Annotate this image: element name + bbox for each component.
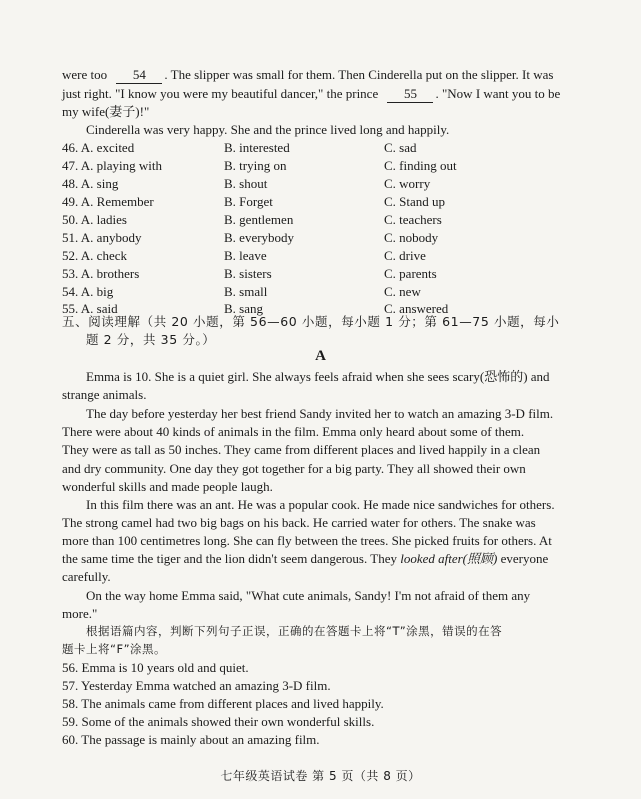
question-53-option-c: C. parents: [384, 266, 437, 281]
statement-56: 56. Emma is 10 years old and quiet.: [62, 660, 249, 675]
question-46-option-c: C. sad: [384, 140, 417, 155]
story-line-1: [62, 66, 553, 84]
passage-line: wonderful skills and made people laugh.: [62, 479, 273, 494]
passage-text: everyone: [500, 551, 549, 566]
question-54-option-c: C. new: [384, 284, 421, 299]
question-54-option-a: 54. A. big: [62, 284, 114, 299]
question-52-option-b: B. leave: [224, 248, 267, 263]
question-55-option-c: C. answered: [384, 301, 449, 316]
question-53-option-a: 53. A. brothers: [62, 266, 140, 281]
story-text: . "Now I want you to be: [435, 86, 561, 101]
question-49-option-c: C. Stand up: [384, 194, 446, 209]
passage-line: Emma is 10. She is a quiet girl. She always feels afraid when she sees scary(恐怖的) and: [86, 369, 550, 384]
question-47-option-c: C. finding out: [384, 158, 457, 173]
passage-line: The strong camel had two big bags on his back. He carried water for others. The snake was: [62, 515, 536, 530]
passage-line: They were as tall as 50 inches. They came from different places and lived happily in a clean: [62, 442, 541, 457]
question-53-option-b: B. sisters: [224, 266, 272, 281]
passage-line: [62, 550, 548, 567]
passage-text: the same time the tiger and the lion didn't seem dangerous. They: [62, 551, 397, 566]
story-text: were too: [62, 67, 108, 82]
question-46-option-a: 46. A. excited: [62, 140, 135, 155]
story-text: just right. "I know you were my beautiful dancer," the prince: [62, 86, 379, 101]
question-46-option-b: B. interested: [224, 140, 290, 155]
instruction-line-1: 根据语篇内容，判断下列句子正误，正确的在答题卡上将“T”涂黑，错误的在答: [86, 624, 503, 638]
statement-58: 58. The animals came from different places and lived happily.: [62, 696, 384, 711]
question-50-option-b: B. gentlemen: [224, 212, 294, 227]
question-50-option-a: 50. A. ladies: [62, 212, 127, 227]
passage-line: The day before yesterday her best friend Sandy invited her to watch an amazing 3-D film.: [86, 406, 554, 421]
passage-line: In this film there was an ant. He was a popular cook. He made nice sandwiches for others.: [86, 497, 555, 512]
question-47-option-a: 47. A. playing with: [62, 158, 163, 173]
instruction-line-2: 题卡上将“F”涂黑。: [62, 642, 167, 656]
section-title-line-1: 五、阅读理解（共 20 小题，第 56—60 小题，每小题 1 分；第 61—75 小题，每小: [62, 314, 560, 329]
passage-line: and dry community. One day they got together for a big party. They all showed their own: [62, 461, 526, 476]
story-line-4: Cinderella was very happy. She and the prince lived long and happily.: [86, 122, 450, 137]
question-52-option-c: C. drive: [384, 248, 426, 263]
question-49-option-b: B. Forget: [224, 194, 273, 209]
statement-59: 59. Some of the animals showed their own wonderful skills.: [62, 714, 375, 729]
question-51-option-a: 51. A. anybody: [62, 230, 142, 245]
question-48-option-c: C. worry: [384, 176, 431, 191]
statement-57: 57. Yesterday Emma watched an amazing 3-D film.: [62, 678, 331, 693]
question-47-option-b: B. trying on: [224, 158, 287, 173]
blank-54: 54: [116, 66, 162, 84]
story-text: . The slipper was small for them. Then Cinderella put on the slipper. It was: [164, 67, 554, 82]
section-title-line-2: 题 2 分，共 35 分。）: [86, 332, 216, 347]
page-footer: 七年级英语试卷 第 5 页（共 8 页）: [220, 769, 421, 783]
question-54-option-b: B. small: [224, 284, 268, 299]
question-55-option-b: B. sang: [224, 301, 263, 316]
passage-line: On the way home Emma said, "What cute animals, Sandy! I'm not afraid of them any: [86, 588, 531, 603]
question-51-option-b: B. everybody: [224, 230, 295, 245]
question-55-option-a: 55. A. said: [62, 301, 118, 316]
question-51-option-c: C. nobody: [384, 230, 439, 245]
question-49-option-a: 49. A. Remember: [62, 194, 154, 209]
question-52-option-a: 52. A. check: [62, 248, 127, 263]
passage-line: more than 100 centimetres long. She can fly between the trees. She picked fruits for others. At: [62, 533, 552, 548]
statement-60: 60. The passage is mainly about an amazing film.: [62, 732, 320, 747]
question-48-option-b: B. shout: [224, 176, 268, 191]
story-line-2: [62, 85, 560, 103]
passage-line: more.": [62, 606, 98, 621]
blank-55: 55: [387, 85, 433, 103]
passage-line: carefully.: [62, 569, 111, 584]
story-line-3: my wife(妻子)!": [62, 104, 150, 119]
question-48-option-a: 48. A. sing: [62, 176, 119, 191]
passage-italic-phrase: looked after(照顾): [400, 551, 498, 566]
passage-heading: A: [315, 348, 326, 364]
question-50-option-c: C. teachers: [384, 212, 442, 227]
passage-line: There were about 40 kinds of animals in the film. Emma only heard about some of them.: [62, 424, 525, 439]
passage-line: strange animals.: [62, 387, 147, 402]
